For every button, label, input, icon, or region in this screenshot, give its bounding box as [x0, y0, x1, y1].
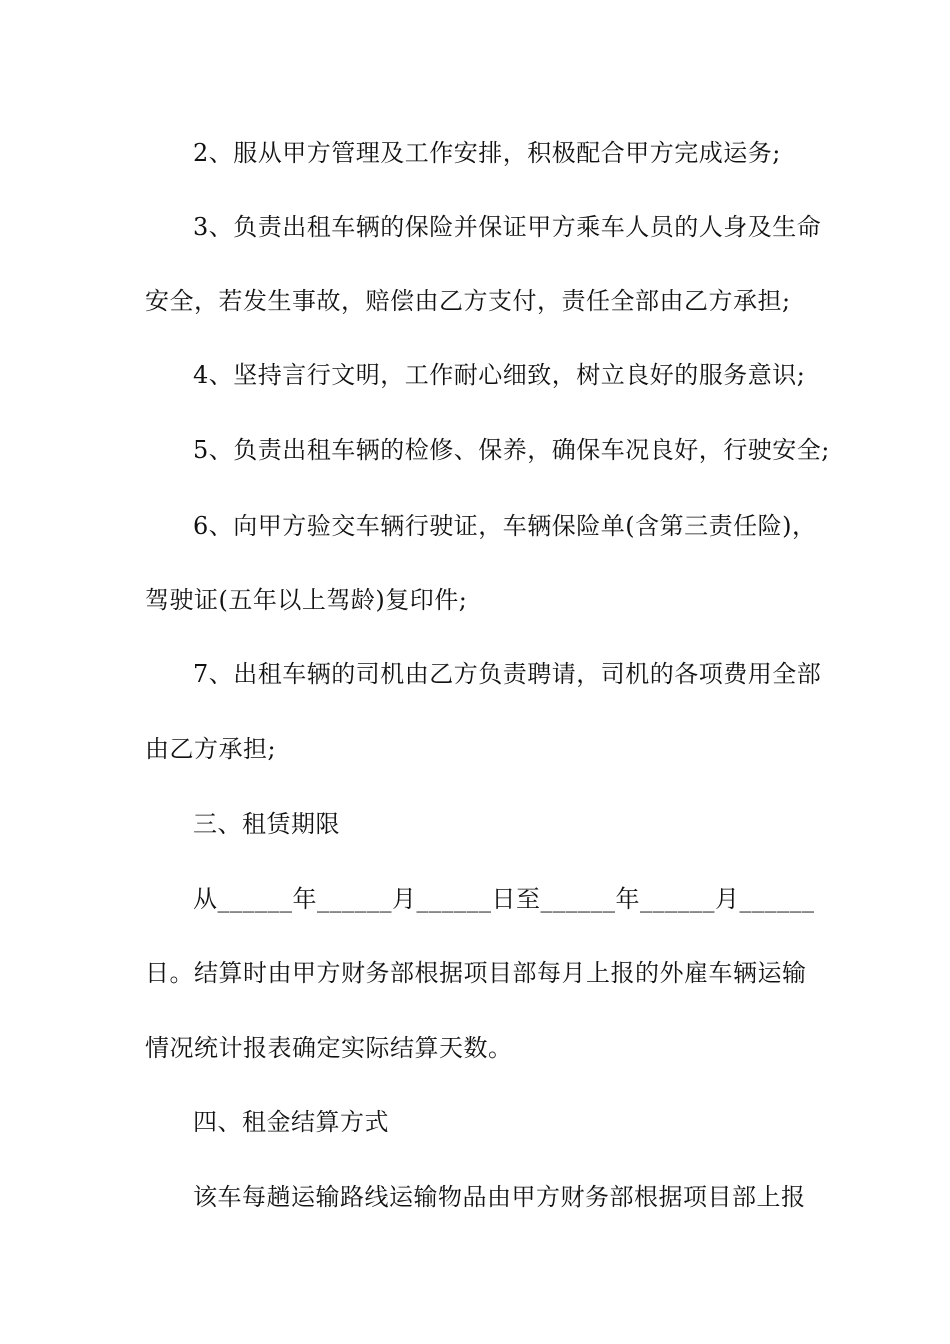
lease-term-line-3: 情况统计报表确定实际结算天数。 [145, 1034, 513, 1062]
clause-3-line-2: 安全，若发生事故，赔偿由乙方支付，责任全部由乙方承担; [145, 287, 791, 315]
clause-6-line-2: 驾驶证(五年以上驾龄)复印件; [145, 586, 468, 614]
section-heading-rent-settlement: 四、租金结算方式 [193, 1108, 389, 1136]
clause-2: 2、服从甲方管理及工作安排，积极配合甲方完成运务; [193, 139, 781, 167]
clause-5: 5、负责出租车辆的检修、保养，确保车况良好，行驶安全; [193, 436, 830, 464]
lease-term-line-1: 从______年______月______日至______年______月______ [193, 885, 815, 913]
clause-6-line-1: 6、向甲方验交车辆行驶证，车辆保险单(含第三责任险)， [193, 512, 817, 540]
clause-7-line-1: 7、出租车辆的司机由乙方负责聘请，司机的各项费用全部 [193, 660, 822, 688]
rent-settlement-line-1: 该车每趟运输路线运输物品由甲方财务部根据项目部上报 [193, 1183, 806, 1211]
clause-7-line-2: 由乙方承担; [145, 735, 277, 763]
clause-3-line-1: 3、负责出租车辆的保险并保证甲方乘车人员的人身及生命 [193, 213, 822, 241]
section-heading-lease-term: 三、租赁期限 [193, 810, 340, 838]
lease-term-line-2: 日。结算时由甲方财务部根据项目部每月上报的外雇车辆运输 [145, 959, 807, 987]
clause-4: 4、坚持言行文明，工作耐心细致，树立良好的服务意识; [193, 361, 806, 389]
